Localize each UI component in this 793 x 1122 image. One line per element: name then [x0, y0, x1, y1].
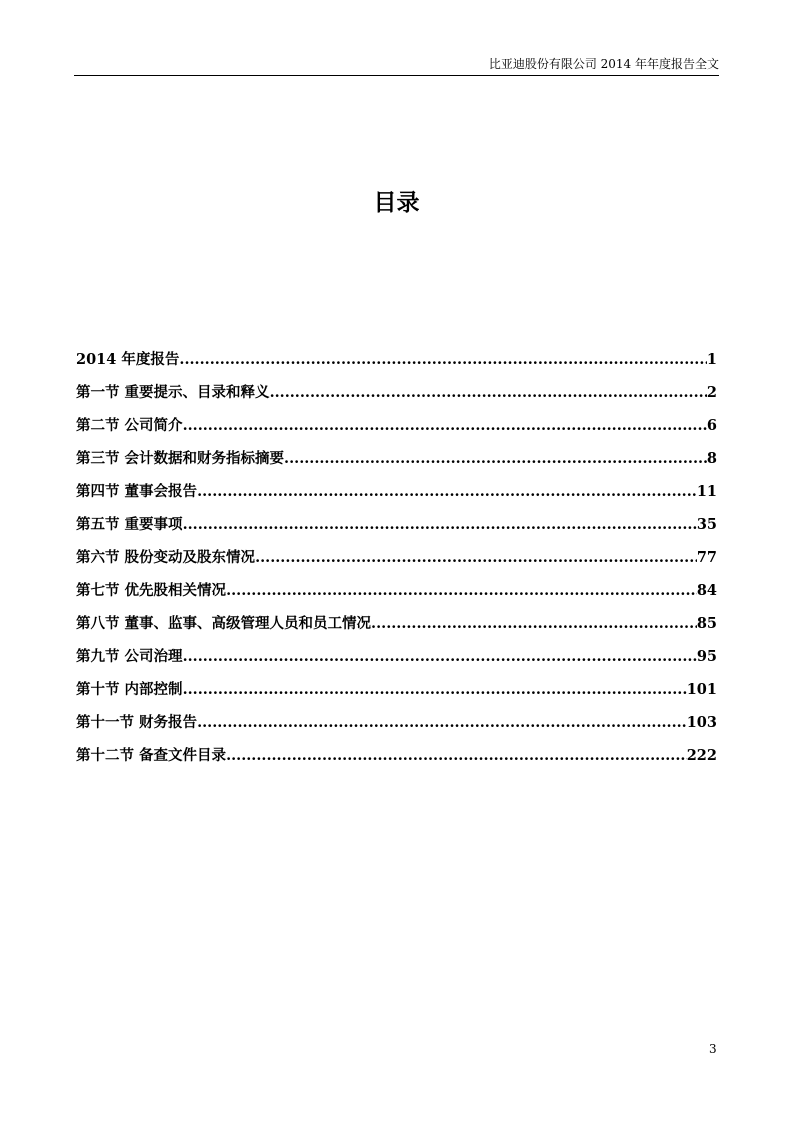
toc-entry-section-3[interactable] — [76, 449, 717, 482]
toc-entry-section-5[interactable] — [76, 515, 717, 548]
page-title: 目录 — [373, 189, 420, 216]
toc-entry-label: 第四节 董事会报告 — [76, 483, 198, 500]
toc-entry-section-6[interactable] — [76, 548, 717, 581]
toc-entry-section-1[interactable] — [76, 383, 717, 416]
toc-entry-label: 第七节 优先股相关情况 — [76, 582, 227, 599]
toc-leader-dots — [226, 746, 687, 766]
toc-entry-page: 77 — [696, 549, 717, 566]
header-text: 比亚迪股份有限公司 2014 年年度报告全文 — [488, 57, 719, 71]
toc-entry-page: 1 — [706, 351, 717, 368]
running-header — [74, 55, 719, 76]
toc-leader-dots — [284, 449, 707, 469]
toc-entry-section-8[interactable] — [76, 614, 717, 647]
toc-entry-annual-report[interactable] — [76, 350, 717, 383]
toc-entry-page: 85 — [696, 615, 717, 632]
toc-entry-section-11[interactable] — [76, 713, 717, 746]
toc-entry-label: 2014 年度报告 — [76, 351, 180, 368]
toc-leader-dots — [183, 680, 687, 700]
toc-entry-section-7[interactable] — [76, 581, 717, 614]
toc-entry-label: 第十节 内部控制 — [76, 681, 183, 698]
toc-leader-dots — [179, 350, 707, 370]
toc-leader-dots — [255, 548, 697, 568]
toc-leader-dots — [197, 713, 687, 733]
toc-entry-label: 第八节 董事、监事、高级管理人员和员工情况 — [76, 615, 372, 632]
toc-leader-dots — [183, 416, 707, 436]
toc-entry-label: 第三节 会计数据和财务指标摘要 — [76, 450, 285, 467]
toc-entry-section-12[interactable] — [76, 746, 717, 779]
toc-entry-page: 101 — [686, 681, 717, 698]
toc-entry-page: 95 — [696, 648, 717, 665]
toc-entry-label: 第五节 重要事项 — [76, 516, 183, 533]
toc-leader-dots — [226, 581, 697, 601]
toc-leader-dots — [183, 515, 697, 535]
toc-entry-page: 11 — [696, 483, 717, 500]
toc-entry-section-9[interactable] — [76, 647, 717, 680]
toc-entry-page: 84 — [696, 582, 717, 599]
table-of-contents — [76, 350, 717, 779]
toc-entry-section-10[interactable] — [76, 680, 717, 713]
toc-entry-page: 103 — [686, 714, 717, 731]
toc-entry-label: 第二节 公司简介 — [76, 417, 183, 434]
toc-entry-page: 2 — [706, 384, 717, 401]
toc-entry-label: 第九节 公司治理 — [76, 648, 183, 665]
toc-leader-dots — [197, 482, 697, 502]
toc-leader-dots — [183, 647, 697, 667]
toc-leader-dots — [371, 614, 697, 634]
page-number: 3 — [709, 1042, 717, 1056]
toc-entry-label: 第一节 重要提示、目录和释义 — [76, 384, 270, 401]
toc-entry-section-2[interactable] — [76, 416, 717, 449]
toc-entry-page: 222 — [686, 747, 717, 764]
toc-entry-label: 第十二节 备查文件目录 — [76, 747, 227, 764]
toc-entry-page: 6 — [706, 417, 717, 434]
toc-entry-page: 8 — [706, 450, 717, 467]
toc-leader-dots — [270, 383, 707, 403]
toc-entry-label: 第六节 股份变动及股东情况 — [76, 549, 256, 566]
toc-entry-label: 第十一节 财务报告 — [76, 714, 198, 731]
toc-entry-page: 35 — [696, 516, 717, 533]
toc-entry-section-4[interactable] — [76, 482, 717, 515]
